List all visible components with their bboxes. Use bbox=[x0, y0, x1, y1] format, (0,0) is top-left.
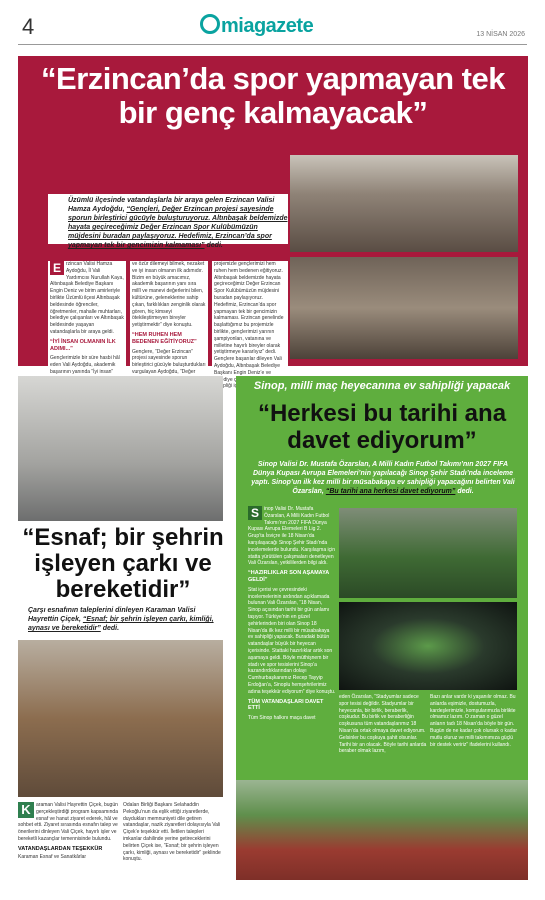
erzincan-col2-text: ve özür dilemeyi bilmek, nezaket ve iyi insan olmanın ilk adımıdır. Bizim en büyük amacımız, akademik başarının yanı sıra millî ve manevi değerlerini bilen, kültürüne, geleneklerine sahip çıkan, farklılıkları zenginlik olarak gören, hiç kimseyi ötekileştirmeyen bireyler yetiştirmektir” diye konuştu. bbox=[132, 261, 206, 329]
logo-text: miagazete bbox=[221, 15, 314, 37]
erzincan-subhead-1: “İYİ İNSAN OLMANIN İLK ADIMI...” bbox=[50, 338, 116, 352]
erzincan-col1-text: rzincan Valisi Hamza Aydoğdu, İl Vali Yardımcısı Nurullah Kaya, Altınbaşak Belediye Başkanı Engin Deniz ve birim amirleriyle birlikte Üzümlü ilçesi Altınbaşak beldesinde öğrenciler, öğretmenler, mahalle muhtarları, belediye çalışanları ve Altınbaşak beldesinde yaşayan vatandaşlarla bir araya geldi. bbox=[50, 261, 124, 335]
esnaf-lead-quote: “Esnaf; bir şehrin işleyen çarkı, kimliği, aynası ve bereketidir” bbox=[28, 616, 214, 632]
erzincan-col2b-text: Gençlere, “Değer Erzincan” projesi sayesinde sporun birleştirici gücüyle buluşturdukları vurgulayan Aydoğdu, “Değer bbox=[132, 348, 206, 375]
esnaf-dropcap: K bbox=[18, 802, 34, 818]
sinop-lead-mid: Sinop’un ilk kez milli bir müsabakaya ev sahipliği yapacağını belirten Vali Özarslan, bbox=[271, 479, 515, 495]
sinop-column-1 bbox=[248, 506, 336, 722]
issue-date: 13 NİSAN 2026 bbox=[476, 31, 525, 38]
esnaf-col2-text: Odaları Birliği Başkanı Selahaddin Pekoğlu’nun da eşlik ettiği ziyaretlerde, duydukları memnuniyeti dile getiren vatandaşlar, nazik ziyaretleri dolayısıyla Vali Çiçek’e teşekkür etti. İletilen talepleri imkanlar dahilinde yerine getireceklerini belirten Çiçek ise, “Esnaf; bir şehrin işleyen çarkı, kimliği, aynası ve bereketidir” şeklinde konuştu. bbox=[123, 802, 221, 863]
sinop-col1-text: inop Valisi Dr. Mustafa Özarslan, A Milli Kadın Futbol Takımı’nın 2027 FIFA Dünya Kupası Avrupa Elemeleri B Lig 2. Grup’ta İsviçre ile 18 Nisan’da karşılaşacağı Sinop Şehir Stadı’nda incelemelerde bulundu. Karşılaşma için statta yürütülen çalışmaları denetleyen Vali Özarslan, yetkililerden bilgi aldı. bbox=[248, 506, 335, 567]
esnaf-col1-text: araman Valisi Hayrettin Çiçek, bugün gerçekleştirdiği program kapsamında esnaf ve hanut ziyaret ederek, hâl ve sohbet etti. Ziyaret sırasında esnafın talep ve önerilerini dinleyen Vali Çiçek, hayırlı işler ve bereketli kazançlar temennisinde bulundu. bbox=[18, 802, 118, 842]
sinop-lead-quote: “Bu tarihi ana herkesi davet ediyorum” bbox=[325, 488, 456, 495]
erzincan-col1b-text: Gençlerimizle bir süre hasbi hâl eden Vali Aydoğdu, akademik başarının yanında “İyi insan” bbox=[50, 355, 120, 375]
sinop-photo-stadium-visit bbox=[339, 508, 517, 598]
sinop-column-2 bbox=[339, 694, 427, 755]
sinop-col3-text: Bazı anlar vardır ki yaşanılır olmaz. Bu anlarda eşimizle, dostumuzla, kardeşlerimizle, komşularımızla birlikte olmamız lazım. O zaman o güzel anların tadı 18 Nisan’da böyle bir gün. Bugün de ne kadar çok olursak o kadar mutlu oluruz ve milli takımımıza güçlü bir destek veririz” ifadelerini kullandı. bbox=[430, 694, 517, 748]
esnaf-column-1 bbox=[18, 802, 118, 860]
sinop-col1c-text: Tüm Sinop halkını maça davet bbox=[248, 715, 316, 722]
sinop-photo-stadium-aerial bbox=[339, 602, 517, 690]
sinop-subhead-1: “HAZIRLIKLAR SON AŞAMAYA GELDİ” bbox=[248, 570, 330, 583]
sinop-photo-track bbox=[236, 780, 528, 880]
sinop-lead-intro: Sinop Valisi Dr. Mustafa Özarslan, A Milli Kadın Futbol Takımı’nın 2027 FIFA Dünya Kupası Avrupa Elemeleri’nin yapılacağı Sinop Şehir Stadı’nda inceleme yaptı. bbox=[251, 461, 513, 486]
esnaf-photo-shop bbox=[18, 640, 223, 797]
erzincan-subhead-2: “HEM RUHEN HEM BEDENEN EĞİTİYORUZ” bbox=[132, 331, 197, 345]
page-number: 4 bbox=[22, 14, 35, 39]
sinop-subhead-2: TÜM VATANDAŞLARI DAVET ETTİ bbox=[248, 698, 324, 712]
sinop-lead-end: dedi. bbox=[457, 488, 474, 495]
erzincan-photo-meeting bbox=[290, 155, 518, 252]
sinop-kicker: Sinop, milli maç heyecanına ev sahipliği yapacak bbox=[253, 380, 511, 392]
esnaf-lead bbox=[28, 606, 223, 633]
newspaper-logo bbox=[200, 14, 313, 38]
erzincan-dropcap: E bbox=[50, 261, 64, 275]
erzincan-col3-text: projemizle gençlerimizi hem ruhen hem bedenen eğitiyoruz. Altınbaşak beldemizde hayata geçireceğimiz Değer Erzincan Spor Kulübümüzün müjdesini buradan paylaşıyoruz. Hedefimiz, Erzincan’da spor yapmayan tek bir gencimizin kalmaması. Erzincan genelinde başlattığımız bu projemizle birlikte, gençlerimizi yarının şampiyonları, vatanına ve milletine hayırlı bireyler olarak yetiştirmeye kararlıyız” dedi. Gençlere başarılar dileyen Vali Aydoğdu, Altınbaşak Belediye Başkanı Engin Deniz’e ve belediye sahipliği bbox=[214, 261, 284, 390]
erzincan-lead-end: dedi. bbox=[206, 242, 223, 249]
esnaf-lead-end: dedi. bbox=[102, 625, 120, 632]
erzincan-photo-audience bbox=[290, 257, 518, 359]
erzincan-lead-intro: Üzümlü ilçesinde vatandaşlarla bir araya gelen Erzincan Valisi Hamza Aydoğdu, bbox=[68, 197, 275, 213]
sinop-col1b-text: Stat içerisi ve çevresindeki incelemelerinin ardından açıklamada bulunan Vali Özarslan, “18 Nisan, Sinop açısından tarihi bir gün anlamı taşıyor. Türkiye’nin en güzel şehirlerinden biri olan Sinop 18 Nisan’da ilk kez milli bir müsabakaya ev sahipliği yapacak. Buradaki bütün vatandaşlar büyük bir heyecan içerisinde. Stattaki hazırlıklar artık son aşamaya geldi. Böyle müthişnem bir stadı ve spor tesislerini Sinop’a kazandırdıklarından dolayı Cumhurbaşkanımız Recep Tayyip Erdoğan’a, Sinoplu hemşehrilerimiz adına teşekkür ediyorum” diye konuştu. bbox=[248, 586, 336, 695]
esnaf-headline: “Esnaf; bir şehrin işleyen çarkı ve bereketidir” bbox=[22, 524, 224, 603]
logo-ring-icon bbox=[200, 14, 220, 34]
esnaf-col1b-text: Karaman Esnaf ve Sanatkârlar bbox=[18, 853, 87, 860]
sinop-column-3 bbox=[430, 694, 518, 748]
esnaf-column-2 bbox=[123, 802, 223, 863]
erzincan-lead-quote: “Gençleri, Değer Erzincan projesi sayesinde sporun birleştirici gücüyle buluşturuyoruz. Altınbaşak beldemizde hayata geçireceğimiz Değer Erzincan Spor Kulübümüzün müjdesini buradan paylaşıyoruz. Hedefimiz, Erzincan’da spor yapmayan tek bir gencimizin kalmaması” bbox=[68, 206, 288, 249]
header-divider bbox=[18, 44, 527, 45]
sinop-article bbox=[236, 376, 528, 821]
sinop-lead bbox=[248, 460, 518, 496]
esnaf-lead-intro: Çarşı esnafının taleplerini dinleyen Karaman Valisi Hayrettin Çiçek, bbox=[28, 607, 196, 623]
sinop-dropcap: S bbox=[248, 506, 262, 520]
erzincan-lead bbox=[68, 196, 288, 250]
esnaf-photo-visit bbox=[18, 376, 223, 521]
sinop-headline: “Herkesi bu tarihi ana davet ediyorum” bbox=[257, 400, 507, 454]
esnaf-subhead: VATANDAŞLARDAN TEŞEKKÜR bbox=[18, 845, 103, 852]
sinop-col2-text: eden Özarslan, “Stadyumlar sadece spor tesisi değildir. Stadyumlar bir heyecanla, bir birlik, beraberlik, coşkudur. Bu birlik ve beraberliğin coşkusuna tüm vatandaşlarımız 18 Nisan’da ortak olmaya davet ediyorum. Gelsinler bu coşkuya şahit olsunlar. Tarihi bir an olacak. Böyle tarihi anlarda beraber olmak lazım, bbox=[339, 694, 427, 755]
erzincan-headline: “Erzincan’da spor yapmayan tek bir genç kalmayacak” bbox=[41, 61, 505, 130]
